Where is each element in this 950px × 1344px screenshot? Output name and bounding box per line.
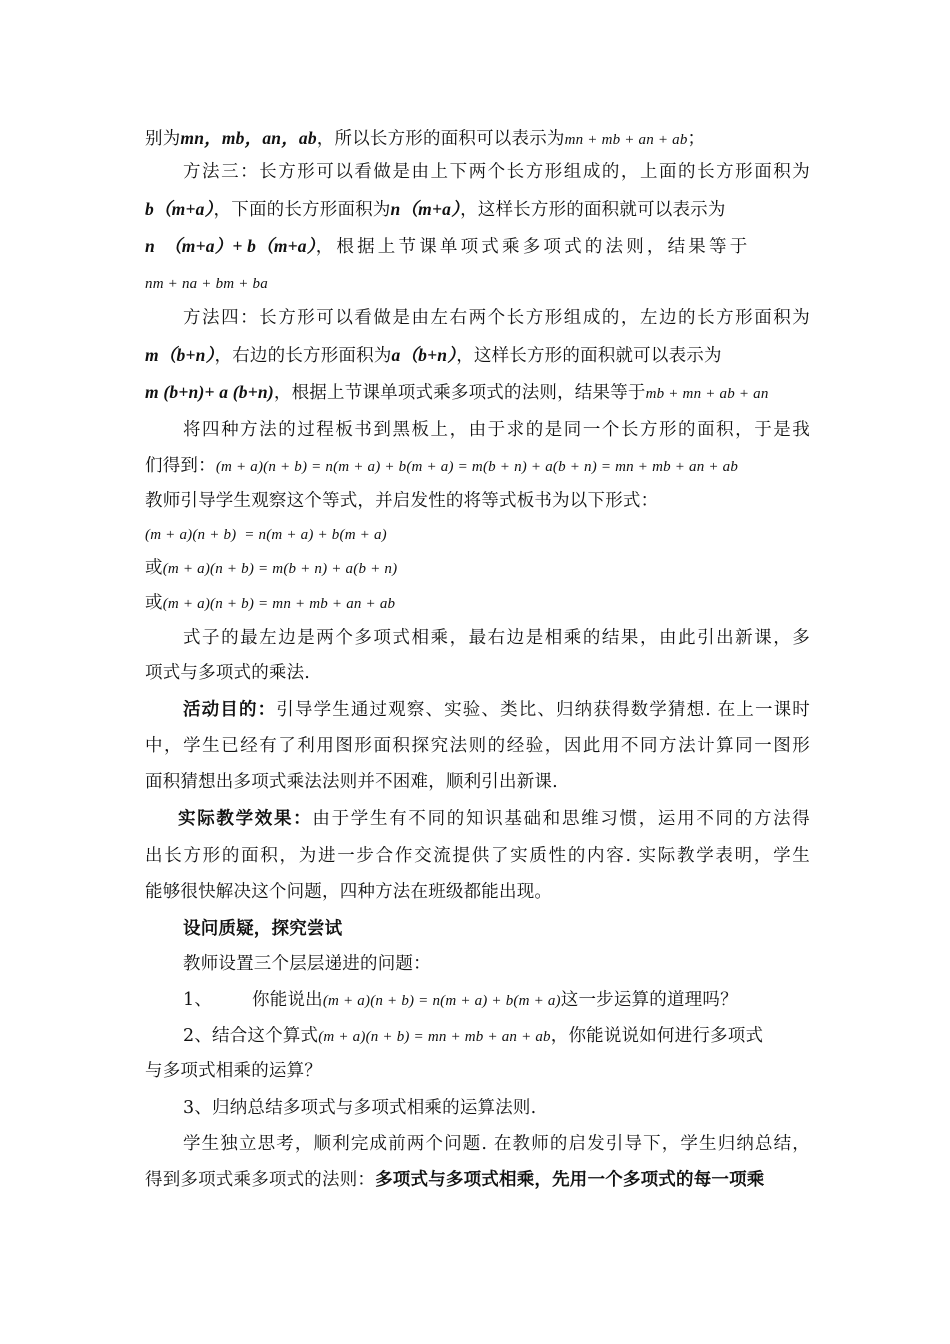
equation-line [145,522,810,547]
text-line: 学生独立思考，顺利完成前两个问题. 在教师的启发引导下，学生归纳总结， [183,1134,810,1154]
bold-label: 活动目的： [183,700,277,720]
text-line [145,343,810,368]
text: ，右边的长方形面积为 [214,346,392,366]
text-line [145,454,810,479]
text-line: 方法四：长方形可以看做是由左右两个长方形组成的，左边的长方形面积为 [183,308,810,328]
math: (m + a)(n + b) = m(b + n) + a(b + n) [162,561,398,577]
text-line: 项式与多项式的乘法. [145,663,311,683]
text: 们得到： [145,456,216,476]
math: n（m+a） [390,199,461,219]
text: 或 [145,593,163,613]
text-line [145,271,810,296]
text-line: 与多项式相乘的运算？ [145,1061,322,1081]
math: n （m+a）+ b（m+a） [145,236,316,256]
text: ，你能说说如何进行多项式 [550,1026,764,1046]
text-line: 方法三：长方形可以看做是由上下两个长方形组成的，上面的长方形面积为 [183,162,810,182]
math: (m + a)(n + b) = n(m + a) + b(m + a) [145,527,387,543]
bold-label: 实际教学效果： [178,809,313,829]
math: (m + a)(n + b) = mn + mb + an + ab [162,596,396,612]
text-line: 教师设置三个层层递进的问题： [183,954,431,974]
text: ，这样长方形的面积就可以表示为 [456,346,722,366]
text-line [178,807,810,831]
equation-line [145,591,810,616]
math: (m + a)(n + b) = mn + mb + an + ab [318,1029,551,1045]
equation-line [145,556,810,581]
math: nm + na + bm + ba [145,276,268,292]
text: 这一步运算的道理吗？ [560,990,738,1010]
math: a（b+n） [391,345,457,365]
text: 2、结合这个算式 [183,1026,319,1046]
text: ，下面的长方形面积为 [213,200,391,220]
text: ，所以长方形的面积可以表示为 [316,129,565,149]
question-number: 1、 [183,990,213,1010]
text-line: 式子的最左边是两个多项式相乘，最右边是相乘的结果，由此引出新课，多 [183,628,810,648]
math: mb + mn + ab + an [645,386,769,402]
bold-rule: 多项式与多项式相乘，先用一个多项式的每一项乘 [375,1170,765,1190]
text: 别为 [145,129,181,149]
text-line [145,197,810,222]
text-line [145,234,810,259]
math: m (b+n)+ a (b+n) [145,382,274,402]
text-line [183,698,810,722]
text-line: 中，学生已经有了利用图形面积探究法则的经验，因此用不同方法计算同一图形 [145,736,810,756]
question-line: 3、归纳总结多项式与多项式相乘的运算法则. [183,1098,537,1118]
text-line [145,380,810,406]
text: 得到多项式乘多项式的法则： [145,1170,376,1190]
question-line [183,1024,810,1049]
math: (m + a)(n + b) = n(m + a) + b(m + a) = m(b + n) + a(b + n) = mn + mb + an + ab [215,459,739,475]
text-line [145,126,810,152]
math: (m + a)(n + b) = n(m + a) + b(m + a) [322,993,561,1009]
text: ； [687,129,706,149]
text: ，根据上节课单项式乘多项式的法则，结果等于 [315,237,751,257]
math: m（b+n） [145,345,215,365]
heading-text: 设问质疑，探究尝试 [183,919,343,939]
math: mn，mb，an，ab [180,128,317,148]
text: ，这样长方形的面积就可以表示为 [460,200,726,220]
text: 或 [145,558,163,578]
text-line: 将四种方法的过程板书到黑板上，由于求的是同一个长方形的面积，于是我 [183,420,810,440]
text-line [145,1168,810,1192]
text-line: 出长方形的面积，为进一步合作交流提供了实质性的内容. 实际教学表明，学生 [145,846,810,866]
text: ，根据上节课单项式乘多项式的法则，结果等于 [273,383,646,403]
text: 引导学生通过观察、实验、类比、归纳获得数学猜想. 在上一课时 [276,700,811,720]
text-line: 教师引导学生观察这个等式，并启发性的将等式板书为以下形式： [145,491,659,511]
text: 你能说出 [252,990,323,1010]
math: b（m+a） [145,199,214,219]
text-line: 能够很快解决这个问题，四种方法在班级都能出现。 [145,882,553,902]
text: 由于学生有不同的知识基础和思维习惯，运用不同的方法得 [312,809,811,829]
section-heading [183,917,810,941]
math: mn + mb + an + ab [564,132,688,148]
question-line [183,988,810,1013]
text-line: 面积猜想出多项式乘法法则并不困难，顺利引出新课. [145,772,558,792]
